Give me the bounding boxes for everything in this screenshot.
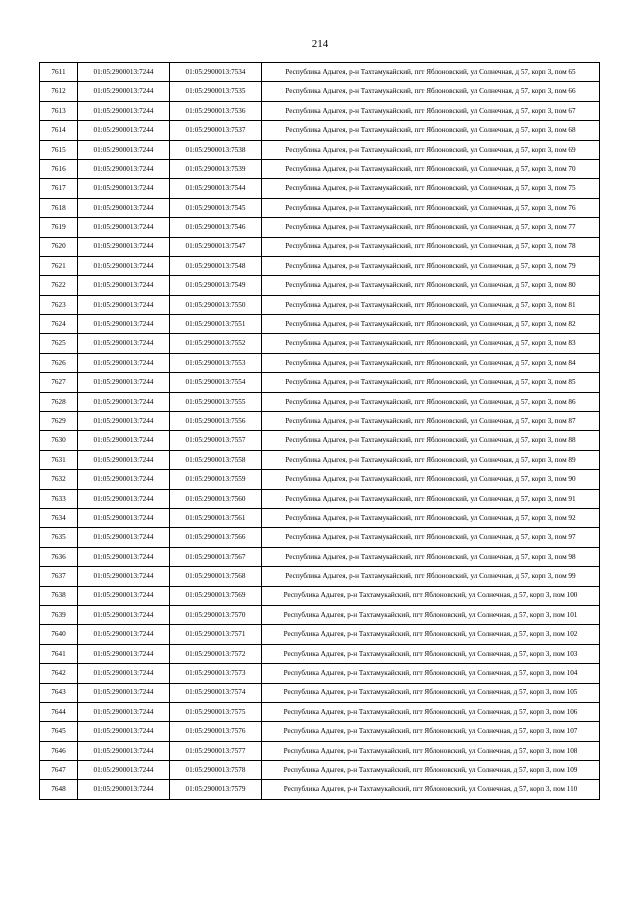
row-number-cell: 7621 [40, 256, 78, 275]
row-number-cell: 7611 [40, 63, 78, 82]
row-number-cell: 7620 [40, 237, 78, 256]
table-row [40, 489, 600, 508]
table-row [40, 508, 600, 527]
parent-cadastral-cell: 01:05:2900013:7244 [78, 644, 170, 663]
parent-cadastral-cell: 01:05:2900013:7244 [78, 431, 170, 450]
row-number-cell: 7637 [40, 567, 78, 586]
cadastral-number-cell: 01:05:2900013:7545 [170, 198, 262, 217]
address-cell: Республика Адыгея, р-н Тахтамукайский, пгт Яблоновский, ул Солнечная, д 57, корп 3, пом 90 [262, 470, 600, 489]
page-number: 214 [311, 38, 329, 50]
cadastral-number-cell: 01:05:2900013:7538 [170, 140, 262, 159]
cadastral-number-cell: 01:05:2900013:7579 [170, 780, 262, 799]
row-number-cell: 7645 [40, 722, 78, 741]
row-number-cell: 7623 [40, 295, 78, 314]
table-row [40, 683, 600, 702]
cadastral-number-cell: 01:05:2900013:7550 [170, 295, 262, 314]
row-number-cell: 7626 [40, 353, 78, 372]
table-row [40, 315, 600, 334]
parent-cadastral-cell: 01:05:2900013:7244 [78, 741, 170, 760]
parent-cadastral-cell: 01:05:2900013:7244 [78, 276, 170, 295]
parent-cadastral-cell: 01:05:2900013:7244 [78, 605, 170, 624]
address-cell: Республика Адыгея, р-н Тахтамукайский, пгт Яблоновский, ул Солнечная, д 57, корп 3, пом 68 [262, 121, 600, 140]
address-cell: Республика Адыгея, р-н Тахтамукайский, пгт Яблоновский, ул Солнечная, д 57, корп 3, пом 65 [262, 63, 600, 82]
cadastral-number-cell: 01:05:2900013:7536 [170, 101, 262, 120]
address-cell: Республика Адыгея, р-н Тахтамукайский, пгт Яблоновский, ул Солнечная, д 57, корп 3, пом 69 [262, 140, 600, 159]
row-number-cell: 7628 [40, 392, 78, 411]
address-cell: Республика Адыгея, р-н Тахтамукайский, пгт Яблоновский, ул Солнечная, д 57, корп 3, пом 84 [262, 353, 600, 372]
address-cell: Республика Адыгея, р-н Тахтамукайский, пгт Яблоновский, ул Солнечная, д 57, корп 3, пом 88 [262, 431, 600, 450]
cadastral-number-cell: 01:05:2900013:7554 [170, 373, 262, 392]
table-row [40, 218, 600, 237]
row-number-cell: 7639 [40, 605, 78, 624]
cadastral-number-cell: 01:05:2900013:7560 [170, 489, 262, 508]
address-cell: Республика Адыгея, р-н Тахтамукайский, пгт Яблоновский, ул Солнечная, д 57, корп 3, пом 79 [262, 256, 600, 275]
parent-cadastral-cell: 01:05:2900013:7244 [78, 237, 170, 256]
cadastral-number-cell: 01:05:2900013:7548 [170, 256, 262, 275]
address-cell: Республика Адыгея, р-н Тахтамукайский, пгт Яблоновский, ул Солнечная, д 57, корп 3, пом 85 [262, 373, 600, 392]
address-cell: Республика Адыгея, р-н Тахтамукайский, пгт Яблоновский, ул Солнечная, д 57, корп 3, пом 97 [262, 528, 600, 547]
address-cell: Республика Адыгея, р-н Тахтамукайский, пгт Яблоновский, ул Солнечная, д 57, корп 3, пом 108 [262, 741, 600, 760]
parent-cadastral-cell: 01:05:2900013:7244 [78, 625, 170, 644]
row-number-cell: 7618 [40, 198, 78, 217]
parent-cadastral-cell: 01:05:2900013:7244 [78, 780, 170, 799]
address-cell: Республика Адыгея, р-н Тахтамукайский, пгт Яблоновский, ул Солнечная, д 57, корп 3, пом 77 [262, 218, 600, 237]
cadastral-number-cell: 01:05:2900013:7544 [170, 179, 262, 198]
row-number-cell: 7643 [40, 683, 78, 702]
cadastral-number-cell: 01:05:2900013:7534 [170, 63, 262, 82]
table-row [40, 702, 600, 721]
row-number-cell: 7630 [40, 431, 78, 450]
address-cell: Республика Адыгея, р-н Тахтамукайский, пгт Яблоновский, ул Солнечная, д 57, корп 3, пом 80 [262, 276, 600, 295]
parent-cadastral-cell: 01:05:2900013:7244 [78, 664, 170, 683]
table-row [40, 586, 600, 605]
cadastral-number-cell: 01:05:2900013:7566 [170, 528, 262, 547]
address-cell: Республика Адыгея, р-н Тахтамукайский, пгт Яблоновский, ул Солнечная, д 57, корп 3, пом 104 [262, 664, 600, 683]
table-row [40, 470, 600, 489]
table-row [40, 198, 600, 217]
address-cell: Республика Адыгея, р-н Тахтамукайский, пгт Яблоновский, ул Солнечная, д 57, корп 3, пом 92 [262, 508, 600, 527]
row-number-cell: 7648 [40, 780, 78, 799]
address-cell: Республика Адыгея, р-н Тахтамукайский, пгт Яблоновский, ул Солнечная, д 57, корп 3, пом 99 [262, 567, 600, 586]
table-row [40, 237, 600, 256]
address-cell: Республика Адыгея, р-н Тахтамукайский, пгт Яблоновский, ул Солнечная, д 57, корп 3, пом 91 [262, 489, 600, 508]
table-row [40, 547, 600, 566]
table-row [40, 450, 600, 469]
table-row [40, 722, 600, 741]
address-cell: Республика Адыгея, р-н Тахтамукайский, пгт Яблоновский, ул Солнечная, д 57, корп 3, пом 110 [262, 780, 600, 799]
row-number-cell: 7632 [40, 470, 78, 489]
table-row [40, 159, 600, 178]
table-row [40, 528, 600, 547]
parent-cadastral-cell: 01:05:2900013:7244 [78, 121, 170, 140]
parent-cadastral-cell: 01:05:2900013:7244 [78, 63, 170, 82]
parent-cadastral-cell: 01:05:2900013:7244 [78, 315, 170, 334]
table-row [40, 741, 600, 760]
row-number-cell: 7638 [40, 586, 78, 605]
row-number-cell: 7647 [40, 761, 78, 780]
cadastral-number-cell: 01:05:2900013:7575 [170, 702, 262, 721]
table-row [40, 353, 600, 372]
table-row [40, 412, 600, 431]
parent-cadastral-cell: 01:05:2900013:7244 [78, 198, 170, 217]
table-row [40, 644, 600, 663]
cadastral-number-cell: 01:05:2900013:7539 [170, 159, 262, 178]
cadastral-number-cell: 01:05:2900013:7555 [170, 392, 262, 411]
parent-cadastral-cell: 01:05:2900013:7244 [78, 528, 170, 547]
address-cell: Республика Адыгея, р-н Тахтамукайский, пгт Яблоновский, ул Солнечная, д 57, корп 3, пом 66 [262, 82, 600, 101]
parent-cadastral-cell: 01:05:2900013:7244 [78, 586, 170, 605]
cadastral-number-cell: 01:05:2900013:7567 [170, 547, 262, 566]
cadastral-number-cell: 01:05:2900013:7572 [170, 644, 262, 663]
row-number-cell: 7612 [40, 82, 78, 101]
cadastral-number-cell: 01:05:2900013:7556 [170, 412, 262, 431]
cadastral-number-cell: 01:05:2900013:7559 [170, 470, 262, 489]
registry-table-body [40, 63, 600, 800]
row-number-cell: 7613 [40, 101, 78, 120]
row-number-cell: 7641 [40, 644, 78, 663]
table-row [40, 761, 600, 780]
cadastral-number-cell: 01:05:2900013:7574 [170, 683, 262, 702]
row-number-cell: 7644 [40, 702, 78, 721]
cadastral-number-cell: 01:05:2900013:7549 [170, 276, 262, 295]
parent-cadastral-cell: 01:05:2900013:7244 [78, 373, 170, 392]
address-cell: Республика Адыгея, р-н Тахтамукайский, пгт Яблоновский, ул Солнечная, д 57, корп 3, пом 101 [262, 605, 600, 624]
address-cell: Республика Адыгея, р-н Тахтамукайский, пгт Яблоновский, ул Солнечная, д 57, корп 3, пом 78 [262, 237, 600, 256]
parent-cadastral-cell: 01:05:2900013:7244 [78, 353, 170, 372]
row-number-cell: 7619 [40, 218, 78, 237]
address-cell: Республика Адыгея, р-н Тахтамукайский, пгт Яблоновский, ул Солнечная, д 57, корп 3, пом 86 [262, 392, 600, 411]
row-number-cell: 7636 [40, 547, 78, 566]
cadastral-number-cell: 01:05:2900013:7576 [170, 722, 262, 741]
address-cell: Республика Адыгея, р-н Тахтамукайский, пгт Яблоновский, ул Солнечная, д 57, корп 3, пом 87 [262, 412, 600, 431]
cadastral-number-cell: 01:05:2900013:7552 [170, 334, 262, 353]
parent-cadastral-cell: 01:05:2900013:7244 [78, 702, 170, 721]
cadastral-number-cell: 01:05:2900013:7571 [170, 625, 262, 644]
parent-cadastral-cell: 01:05:2900013:7244 [78, 450, 170, 469]
address-cell: Республика Адыгея, р-н Тахтамукайский, пгт Яблоновский, ул Солнечная, д 57, корп 3, пом 67 [262, 101, 600, 120]
row-number-cell: 7634 [40, 508, 78, 527]
table-row [40, 101, 600, 120]
parent-cadastral-cell: 01:05:2900013:7244 [78, 295, 170, 314]
parent-cadastral-cell: 01:05:2900013:7244 [78, 412, 170, 431]
address-cell: Республика Адыгея, р-н Тахтамукайский, пгт Яблоновский, ул Солнечная, д 57, корп 3, пом 83 [262, 334, 600, 353]
cadastral-number-cell: 01:05:2900013:7537 [170, 121, 262, 140]
address-cell: Республика Адыгея, р-н Тахтамукайский, пгт Яблоновский, ул Солнечная, д 57, корп 3, пом 105 [262, 683, 600, 702]
parent-cadastral-cell: 01:05:2900013:7244 [78, 547, 170, 566]
parent-cadastral-cell: 01:05:2900013:7244 [78, 722, 170, 741]
table-row [40, 140, 600, 159]
row-number-cell: 7625 [40, 334, 78, 353]
row-number-cell: 7622 [40, 276, 78, 295]
address-cell: Республика Адыгея, р-н Тахтамукайский, пгт Яблоновский, ул Солнечная, д 57, корп 3, пом 75 [262, 179, 600, 198]
parent-cadastral-cell: 01:05:2900013:7244 [78, 392, 170, 411]
row-number-cell: 7633 [40, 489, 78, 508]
cadastral-number-cell: 01:05:2900013:7568 [170, 567, 262, 586]
address-cell: Республика Адыгея, р-н Тахтамукайский, пгт Яблоновский, ул Солнечная, д 57, корп 3, пом 82 [262, 315, 600, 334]
cadastral-number-cell: 01:05:2900013:7557 [170, 431, 262, 450]
cadastral-number-cell: 01:05:2900013:7551 [170, 315, 262, 334]
table-row [40, 63, 600, 82]
table-row [40, 431, 600, 450]
table-row [40, 392, 600, 411]
cadastral-number-cell: 01:05:2900013:7569 [170, 586, 262, 605]
address-cell: Республика Адыгея, р-н Тахтамукайский, пгт Яблоновский, ул Солнечная, д 57, корп 3, пом 102 [262, 625, 600, 644]
row-number-cell: 7614 [40, 121, 78, 140]
table-row [40, 605, 600, 624]
address-cell: Республика Адыгея, р-н Тахтамукайский, пгт Яблоновский, ул Солнечная, д 57, корп 3, пом 109 [262, 761, 600, 780]
parent-cadastral-cell: 01:05:2900013:7244 [78, 683, 170, 702]
row-number-cell: 7627 [40, 373, 78, 392]
row-number-cell: 7629 [40, 412, 78, 431]
parent-cadastral-cell: 01:05:2900013:7244 [78, 82, 170, 101]
table-row [40, 373, 600, 392]
address-cell: Республика Адыгея, р-н Тахтамукайский, пгт Яблоновский, ул Солнечная, д 57, корп 3, пом 100 [262, 586, 600, 605]
registry-table [39, 62, 600, 800]
cadastral-number-cell: 01:05:2900013:7558 [170, 450, 262, 469]
cadastral-number-cell: 01:05:2900013:7577 [170, 741, 262, 760]
table-row [40, 295, 600, 314]
parent-cadastral-cell: 01:05:2900013:7244 [78, 489, 170, 508]
address-cell: Республика Адыгея, р-н Тахтамукайский, пгт Яблоновский, ул Солнечная, д 57, корп 3, пом 106 [262, 702, 600, 721]
cadastral-number-cell: 01:05:2900013:7578 [170, 761, 262, 780]
row-number-cell: 7646 [40, 741, 78, 760]
row-number-cell: 7631 [40, 450, 78, 469]
address-cell: Республика Адыгея, р-н Тахтамукайский, пгт Яблоновский, ул Солнечная, д 57, корп 3, пом 107 [262, 722, 600, 741]
parent-cadastral-cell: 01:05:2900013:7244 [78, 159, 170, 178]
row-number-cell: 7640 [40, 625, 78, 644]
address-cell: Республика Адыгея, р-н Тахтамукайский, пгт Яблоновский, ул Солнечная, д 57, корп 3, пом 103 [262, 644, 600, 663]
cadastral-number-cell: 01:05:2900013:7547 [170, 237, 262, 256]
cadastral-number-cell: 01:05:2900013:7570 [170, 605, 262, 624]
table-row [40, 334, 600, 353]
parent-cadastral-cell: 01:05:2900013:7244 [78, 140, 170, 159]
parent-cadastral-cell: 01:05:2900013:7244 [78, 508, 170, 527]
parent-cadastral-cell: 01:05:2900013:7244 [78, 567, 170, 586]
cadastral-number-cell: 01:05:2900013:7546 [170, 218, 262, 237]
cadastral-number-cell: 01:05:2900013:7573 [170, 664, 262, 683]
row-number-cell: 7635 [40, 528, 78, 547]
table-row [40, 256, 600, 275]
address-cell: Республика Адыгея, р-н Тахтамукайский, пгт Яблоновский, ул Солнечная, д 57, корп 3, пом 76 [262, 198, 600, 217]
parent-cadastral-cell: 01:05:2900013:7244 [78, 761, 170, 780]
parent-cadastral-cell: 01:05:2900013:7244 [78, 179, 170, 198]
parent-cadastral-cell: 01:05:2900013:7244 [78, 470, 170, 489]
cadastral-number-cell: 01:05:2900013:7553 [170, 353, 262, 372]
parent-cadastral-cell: 01:05:2900013:7244 [78, 101, 170, 120]
address-cell: Республика Адыгея, р-н Тахтамукайский, пгт Яблоновский, ул Солнечная, д 57, корп 3, пом 81 [262, 295, 600, 314]
row-number-cell: 7617 [40, 179, 78, 198]
table-row [40, 82, 600, 101]
row-number-cell: 7616 [40, 159, 78, 178]
parent-cadastral-cell: 01:05:2900013:7244 [78, 218, 170, 237]
address-cell: Республика Адыгея, р-н Тахтамукайский, пгт Яблоновский, ул Солнечная, д 57, корп 3, пом 98 [262, 547, 600, 566]
row-number-cell: 7642 [40, 664, 78, 683]
table-row [40, 567, 600, 586]
row-number-cell: 7624 [40, 315, 78, 334]
table-row [40, 664, 600, 683]
table-row [40, 276, 600, 295]
address-cell: Республика Адыгея, р-н Тахтамукайский, пгт Яблоновский, ул Солнечная, д 57, корп 3, пом 70 [262, 159, 600, 178]
table-row [40, 780, 600, 799]
cadastral-number-cell: 01:05:2900013:7561 [170, 508, 262, 527]
table-row [40, 179, 600, 198]
row-number-cell: 7615 [40, 140, 78, 159]
parent-cadastral-cell: 01:05:2900013:7244 [78, 256, 170, 275]
address-cell: Республика Адыгея, р-н Тахтамукайский, пгт Яблоновский, ул Солнечная, д 57, корп 3, пом 89 [262, 450, 600, 469]
table-row [40, 121, 600, 140]
parent-cadastral-cell: 01:05:2900013:7244 [78, 334, 170, 353]
table-row [40, 625, 600, 644]
cadastral-number-cell: 01:05:2900013:7535 [170, 82, 262, 101]
